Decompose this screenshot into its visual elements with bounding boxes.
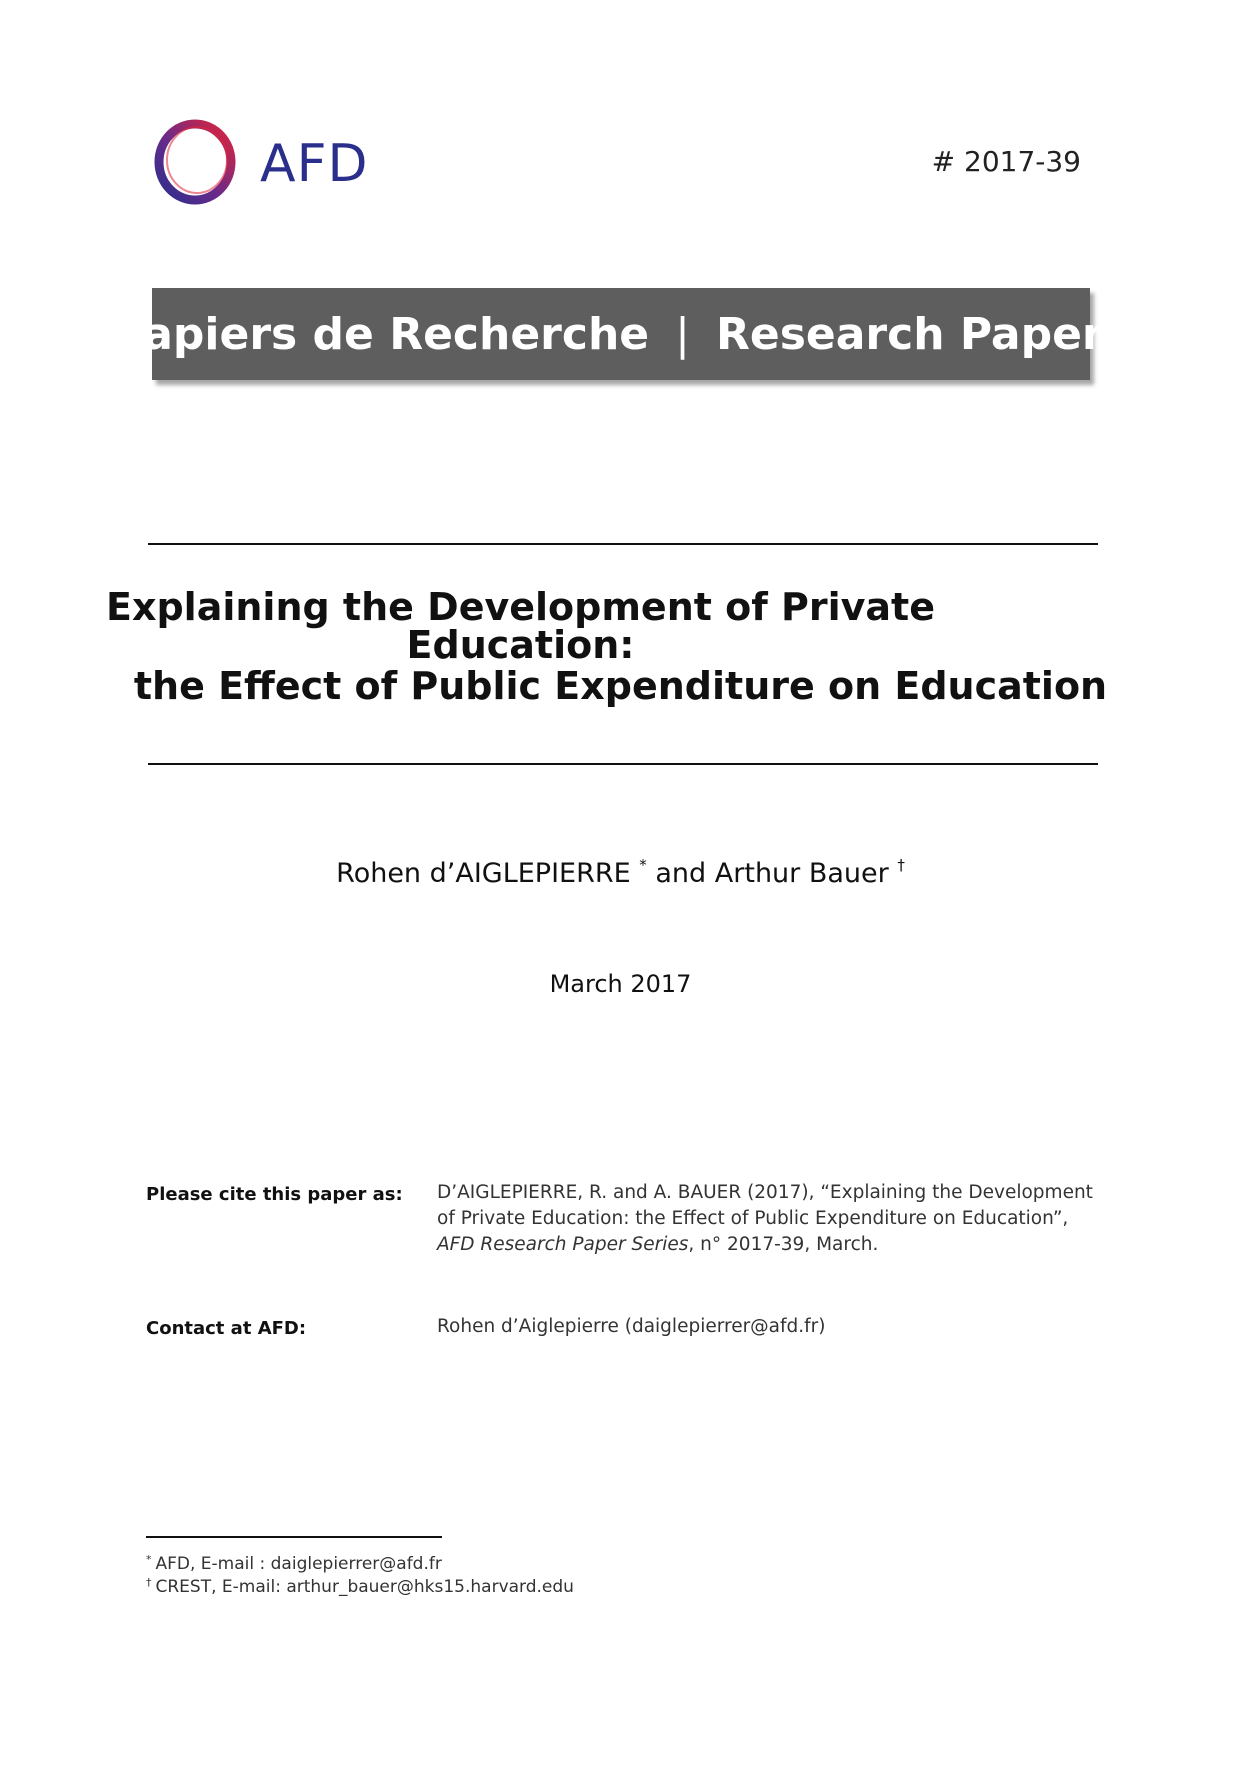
footnote-rule — [146, 1536, 442, 1538]
footnote-2-mark: † — [146, 1576, 152, 1589]
footnote-2 — [146, 1577, 574, 1596]
citation-label: Please cite this paper as: — [146, 1184, 403, 1205]
citation-text — [437, 1180, 1097, 1258]
author-1-mark: * — [639, 856, 647, 874]
banner-english-label: Research Papers — [715, 308, 1130, 360]
title-line-1-text: Explaining the Development of Private Education: — [106, 585, 935, 667]
citation-main: D’AIGLEPIERRE, R. and A. BAUER (2017), “Explaining the Development of Private Education: the Effect of Public Expenditure on Education”, — [437, 1182, 1093, 1229]
contact-label: Contact at AFD: — [146, 1318, 307, 1339]
authors — [0, 858, 1241, 887]
afd-logo — [150, 112, 390, 212]
footnote-1-mark: * — [146, 1553, 152, 1566]
title-rule-bottom — [148, 763, 1098, 765]
afd-ring-icon — [150, 112, 250, 212]
banner-separator: | — [675, 308, 690, 360]
authors-conjunction: and — [655, 858, 707, 889]
banner-french-label: Papiers de Recherche — [112, 308, 650, 360]
citation-end: , n° 2017-39, March. — [688, 1234, 879, 1255]
contact-text: Rohen d’Aiglepierre (daiglepierrer@afd.fr) — [437, 1316, 826, 1337]
footnote-2-text: CREST, E-mail: arthur_bauer@hks15.harvard.edu — [155, 1577, 574, 1597]
footnote-1-text: AFD, E-mail : daiglepierrer@afd.fr — [155, 1554, 442, 1574]
paper-number: # 2017-39 — [931, 145, 1081, 178]
series-banner — [112, 288, 1130, 380]
author-1: Rohen d’AIGLEPIERRE — [336, 858, 631, 889]
title-rule-top — [148, 543, 1098, 545]
title-line-2-text: the Effect of Public Expenditure on Education — [133, 664, 1108, 708]
logo-text: AFD — [260, 134, 369, 194]
author-2: Arthur Bauer — [714, 858, 889, 889]
publication-date: March 2017 — [549, 970, 692, 998]
author-2-mark: † — [897, 856, 905, 874]
footnote-1 — [146, 1554, 442, 1573]
citation-series: AFD Research Paper Series — [437, 1234, 689, 1255]
